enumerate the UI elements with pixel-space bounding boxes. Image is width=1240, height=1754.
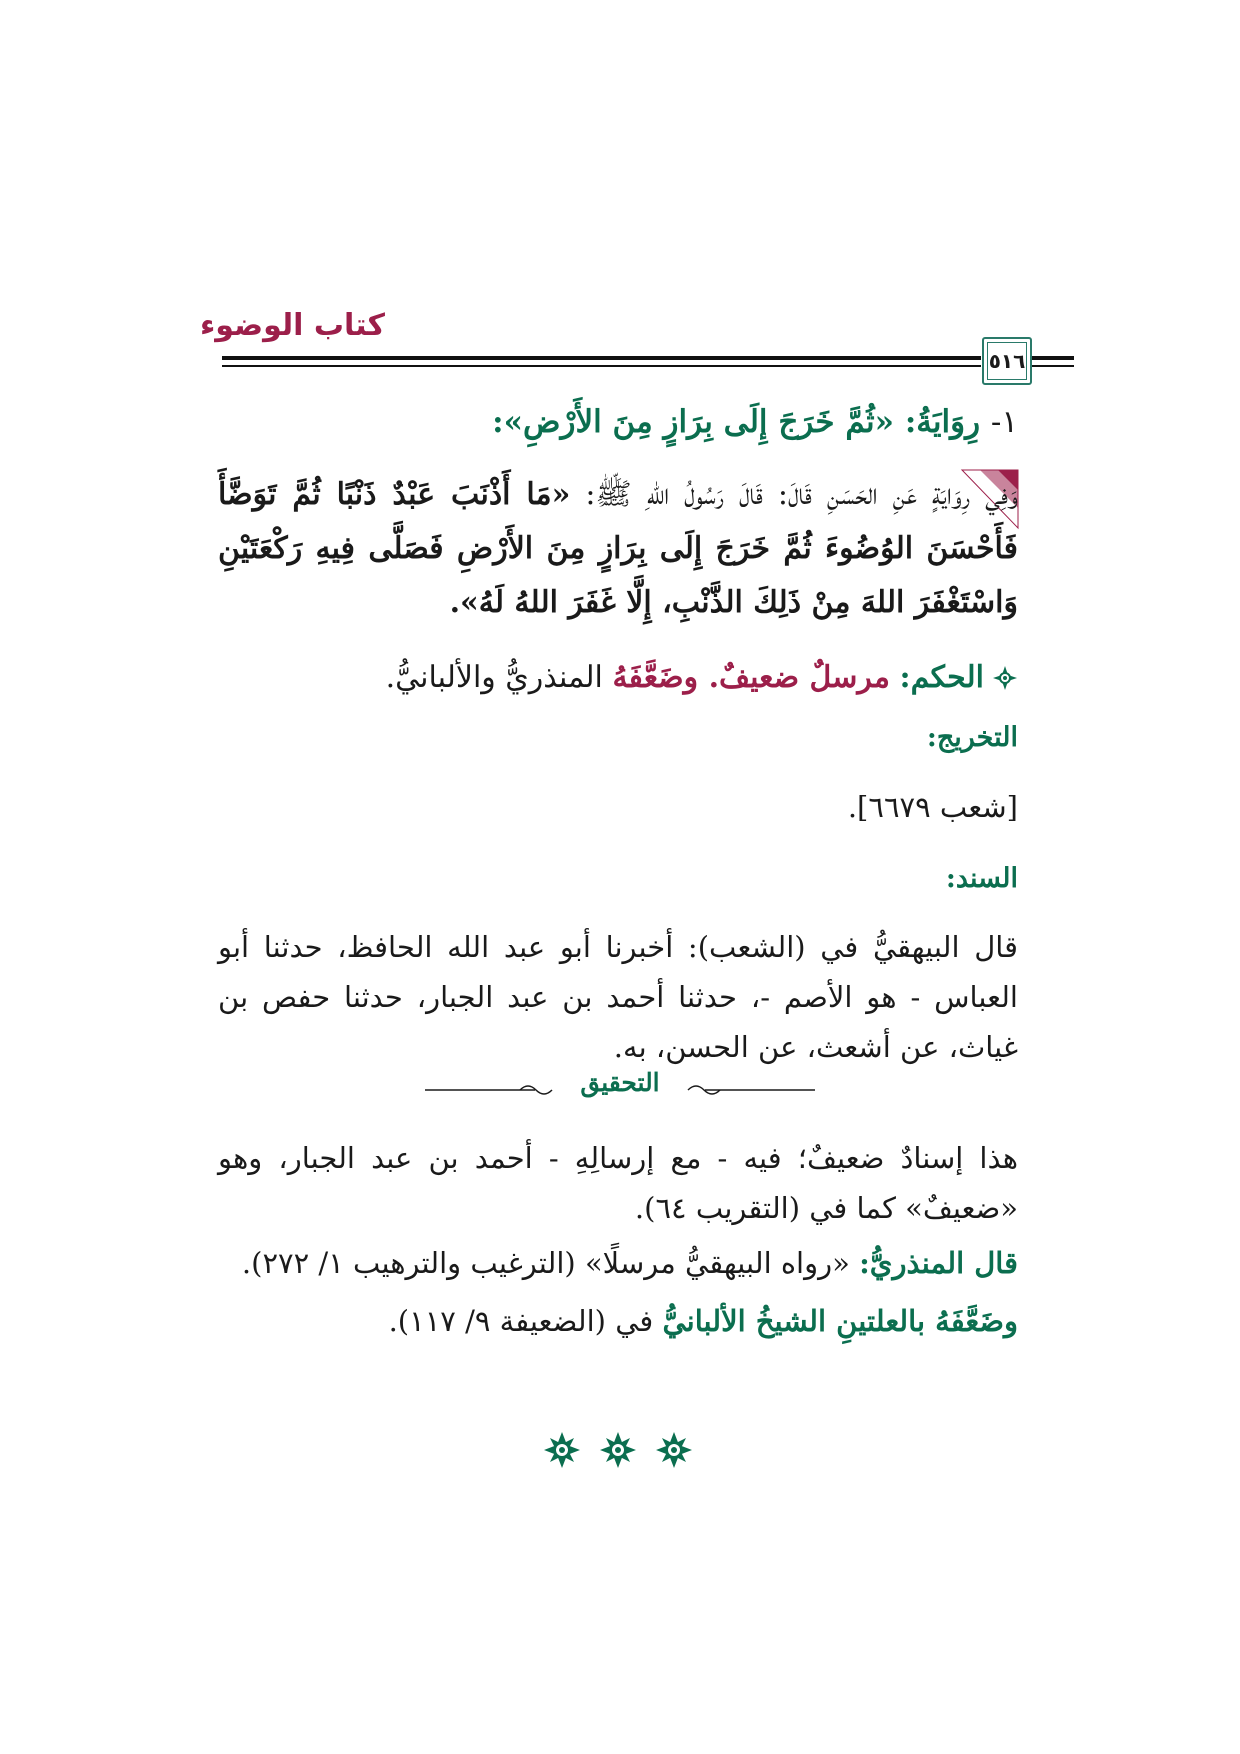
narration	[218, 468, 1018, 630]
section-title	[218, 404, 1018, 440]
running-title: كتاب الوضوء	[199, 308, 385, 343]
albani-text: في (الضعيفة ٩/ ١١٧).	[388, 1304, 663, 1338]
mundhiri-quote	[218, 1238, 1018, 1288]
takhrij-heading: التخريج:	[926, 722, 1018, 753]
rosette-icon	[992, 665, 1018, 691]
header-rule	[222, 365, 981, 367]
sanad-text: قال البيهقيُّ في (الشعب): أخبرنا أبو عبد الله الحافظ، حدثنا أبو العباس - هو الأصم -، حدثنا أحمد بن عبد الجبار، حدثنا حفص بن غياث، عن أشعث، عن الحسن، به.	[218, 930, 1018, 1064]
tahqiq-heading: التحقيق	[580, 1068, 660, 1097]
narration-intro: وَفِي رِوَايَةٍ عَنِ الحَسَنِ قَالَ: قَالَ رَسُولُ اللهِ ﷺ:	[570, 477, 1018, 512]
header-rule	[222, 356, 981, 360]
mundhiri-label: قال المنذريُّ:	[859, 1246, 1018, 1280]
page-number-frame-icon	[982, 337, 1032, 385]
albani-label: وضَعَّفَهُ بالعلتينِ الشيخُ الألبانيُّ	[662, 1304, 1018, 1338]
albani-line	[218, 1296, 1018, 1346]
hadith-text: «مَا أَذْنَبَ عَبْدٌ ذَنْبًا ثُمَّ تَوَضَّأَ فَأَحْسَنَ الوُضُوءَ ثُمَّ خَرَجَ إِلَى بِرَازٍ مِنَ الأَرْضِ فَصَلَّى فِيهِ رَكْعَتَيْنِ وَاسْتَغْفَرَ اللهَ مِنْ ذَلِكَ الذَّنْبِ، إِلَّا غَفَرَ اللهُ لَهُ».	[218, 477, 1018, 620]
takhrij-reference: [شعب ٦٦٧٩].	[847, 790, 1018, 824]
mundhiri-text: «رواه البيهقيُّ مرسلًا» (الترغيب والترهيب ١/ ٢٧٢).	[241, 1246, 860, 1280]
header-rule	[1030, 356, 1074, 360]
page-number: ٥١٦	[987, 342, 1027, 380]
header-rule	[1030, 365, 1074, 367]
tahqiq-text: هذا إسنادٌ ضعيفٌ؛ فيه - مع إرسالِهِ - أحمد بن عبد الجبار، وهو «ضعيفٌ» كما في (التقريب ٦٤).	[218, 1141, 1018, 1225]
ruling-rest: المنذريُّ والألبانيُّ.	[385, 660, 613, 695]
sanad-heading: السند:	[945, 863, 1018, 894]
ruling-label: الحكم:	[899, 660, 984, 695]
section-title-text: رِوَايَةُ: «ثُمَّ خَرَجَ إِلَى بِرَازٍ مِنَ الأَرْضِ»:	[492, 404, 981, 440]
end-rosettes-icon	[538, 1428, 698, 1472]
ruling-line	[218, 660, 1018, 695]
ruling-verdict: مرسلٌ ضعيفٌ. وضَعَّفَهُ	[612, 660, 890, 695]
section-number: ١-	[990, 404, 1018, 440]
